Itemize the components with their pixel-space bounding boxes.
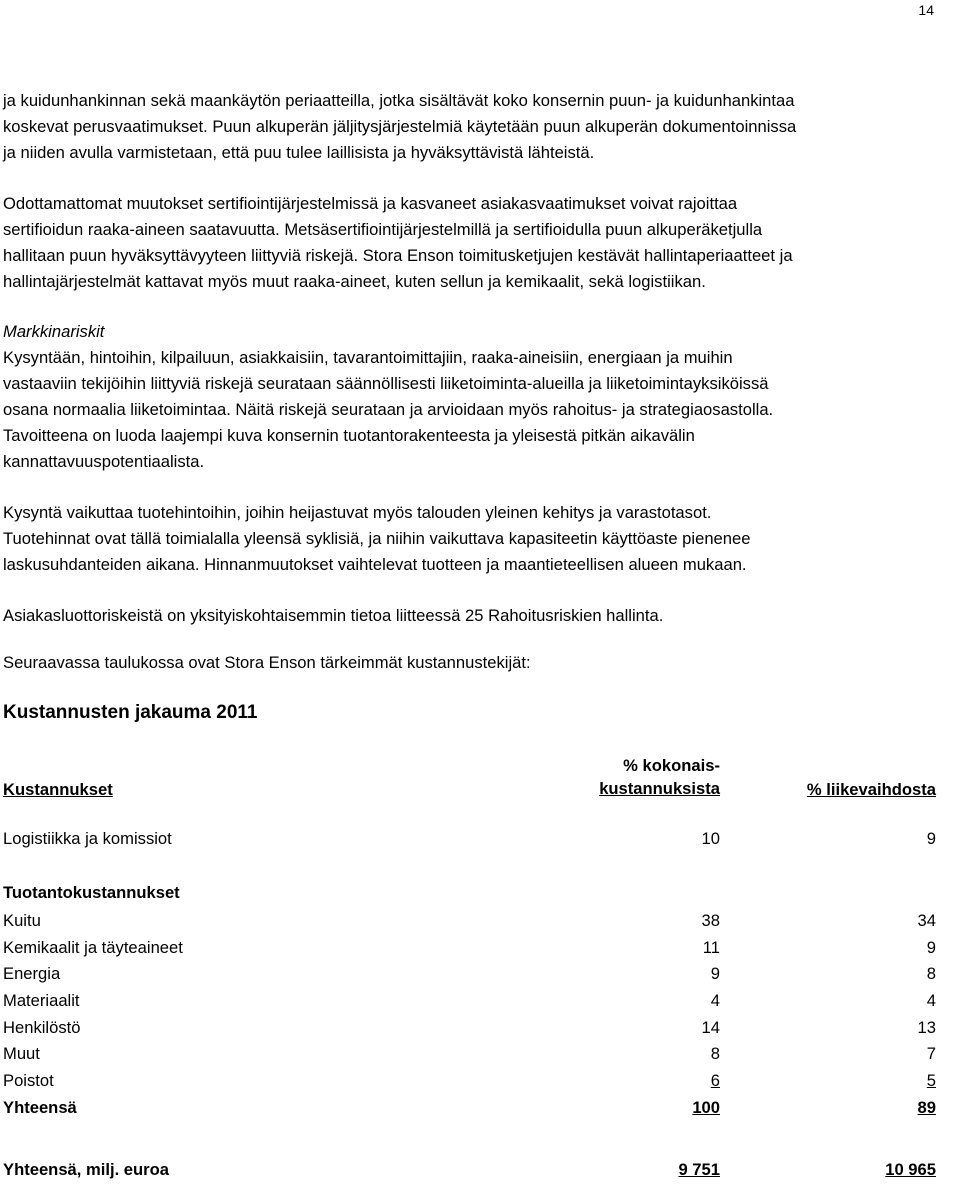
table-title: Kustannusten jakauma 2011 [3, 702, 258, 723]
text-line: Seuraavassa taulukossa ovat Stora Enson tärkeimmät kustannustekijät: [3, 653, 531, 672]
header-percent-total [599, 754, 720, 800]
page-number: 14 [918, 2, 934, 18]
paragraph-credit-risk [3, 603, 955, 629]
row-percent-total: 100 [692, 1098, 720, 1117]
cost-distribution-table [3, 752, 936, 1179]
paragraph-table-intro [3, 650, 955, 676]
text-line: kannattavuuspotentiaalista. [3, 452, 205, 471]
text-line: hallintajärjestelmät kattavat myös muut raaka-aineet, kuten sellun ja kemikaalit, sekä logistiikan. [3, 272, 706, 291]
text-line: ja kuidunhankinnan sekä maankäytön periaatteilla, jotka sisältävät koko konsernin puun- ja kuidunhankintaa [3, 91, 795, 110]
section-market-risks [3, 319, 955, 475]
row-percent-total: 11 [702, 938, 720, 957]
text-line: ja niiden avulla varmistetaan, että puu tulee laillisista ja hyväksyttävistä lähteistä. [3, 143, 595, 162]
row-percent-revenue: 5 [926, 1071, 936, 1090]
row-percent-revenue: 10 965 [885, 1160, 936, 1179]
row-label: Poistot [3, 1071, 54, 1090]
table-row [3, 936, 936, 960]
row-label: Muut [3, 1044, 40, 1063]
row-percent-revenue: 34 [917, 911, 936, 930]
text-line: Odottamattomat muutokset sertifiointijärjestelmissä ja kasvaneet asiakasvaatimukset voivat rajoittaa [3, 194, 738, 213]
text-line: sertifioidun raaka-aineen saatavuutta. Metsäsertifiointijärjestelmillä ja sertifioidulla puun alkuperäketjulla [3, 220, 763, 239]
text-line: Tuotehinnat ovat tällä toimialalla yleensä syklisiä, ja niihin vaikuttava kapasiteetin käyttöaste pienenee [3, 529, 751, 548]
table-row [3, 827, 936, 851]
row-label: Kuitu [3, 911, 41, 930]
row-percent-revenue: 13 [917, 1018, 936, 1037]
text-line: osana normaalia liiketoimintaa. Näitä riskejä seurataan ja arvioidaan myös rahoitus- ja strategiaosastolla. [3, 400, 774, 419]
table-row-total [3, 1096, 936, 1120]
row-percent-total: 38 [701, 911, 720, 930]
table-row [3, 1042, 936, 1066]
row-group-label: Tuotantokustannukset [3, 883, 180, 902]
table-row-total-meur [3, 1158, 936, 1182]
row-label: Henkilöstö [3, 1018, 81, 1037]
table-row [3, 962, 936, 986]
text-line: Kysyntä vaikuttaa tuotehintoihin, joihin heijastuvat myös talouden yleinen kehitys ja varastotasot. [3, 503, 712, 522]
row-percent-total: 6 [710, 1071, 720, 1090]
text-line: Tavoitteena on luoda laajempi kuva konsernin tuotantorakenteesta ja yleisestä pitkän aikavälin [3, 426, 695, 445]
paragraph-wood-sourcing [3, 88, 955, 166]
text-line: hallitaan puun hyväksyttävyyteen liittyviä riskejä. Stora Enson toimitusketjujen kestävät hallintaperiaatteet ja [3, 246, 793, 265]
section-subheading: Markkinariskit [3, 322, 105, 341]
row-label: Yhteensä [3, 1098, 77, 1117]
row-label: Energia [3, 964, 61, 983]
row-label: Logistiikka ja komissiot [3, 829, 172, 848]
paragraph-certification [3, 191, 955, 295]
table-row [3, 881, 936, 905]
text-line: koskevat perusvaatimukset. Puun alkuperän jäljitysjärjestelmiä käytetään puun alkuperän dokumentoinnissa [3, 117, 797, 136]
text-line: vastaaviin tekijöihin liittyviä riskejä seurataan säännöllisesti liiketoiminta-alueilla ja liiketoimintayksiköissä [3, 374, 769, 393]
row-percent-total: 9 [710, 964, 720, 983]
row-label: Kemikaalit ja täyteaineet [3, 938, 183, 957]
table-header [3, 752, 936, 800]
row-percent-revenue: 9 [926, 829, 936, 848]
table-row [3, 1016, 936, 1040]
table-row [3, 989, 936, 1013]
paragraph-demand [3, 500, 955, 578]
row-percent-total: 4 [710, 991, 720, 1010]
table-row [3, 909, 936, 933]
header-percent-total-line1: % kokonais- [623, 756, 720, 775]
text-line: Kysyntään, hintoihin, kilpailuun, asiakkaisiin, tavarantoimittajiin, raaka-aineisiin, energiaan ja muihin [3, 348, 733, 367]
row-percent-total: 8 [710, 1044, 720, 1063]
row-percent-revenue: 4 [926, 991, 936, 1010]
row-percent-total: 14 [701, 1018, 720, 1037]
row-percent-revenue: 8 [926, 964, 936, 983]
text-line: laskusuhdanteiden aikana. Hinnanmuutokset vaihtelevat tuotteen ja maantieteellisen alueen mukaan. [3, 555, 747, 574]
row-label: Yhteensä, milj. euroa [3, 1160, 169, 1179]
text-line: Asiakasluottoriskeistä on yksityiskohtaisemmin tietoa liitteessä 25 Rahoitusriskien hallinta. [3, 606, 664, 625]
row-percent-revenue: 7 [926, 1044, 936, 1063]
row-percent-revenue: 9 [926, 938, 936, 957]
row-label: Materiaalit [3, 991, 80, 1010]
row-percent-revenue: 89 [917, 1098, 936, 1117]
row-percent-total: 10 [701, 829, 720, 848]
table-row [3, 1069, 936, 1093]
header-percent-revenue: % liikevaihdosta [806, 780, 936, 799]
header-costs: Kustannukset [3, 780, 113, 799]
row-percent-total: 9 751 [678, 1160, 720, 1179]
header-percent-total-line2: kustannuksista [599, 779, 720, 798]
